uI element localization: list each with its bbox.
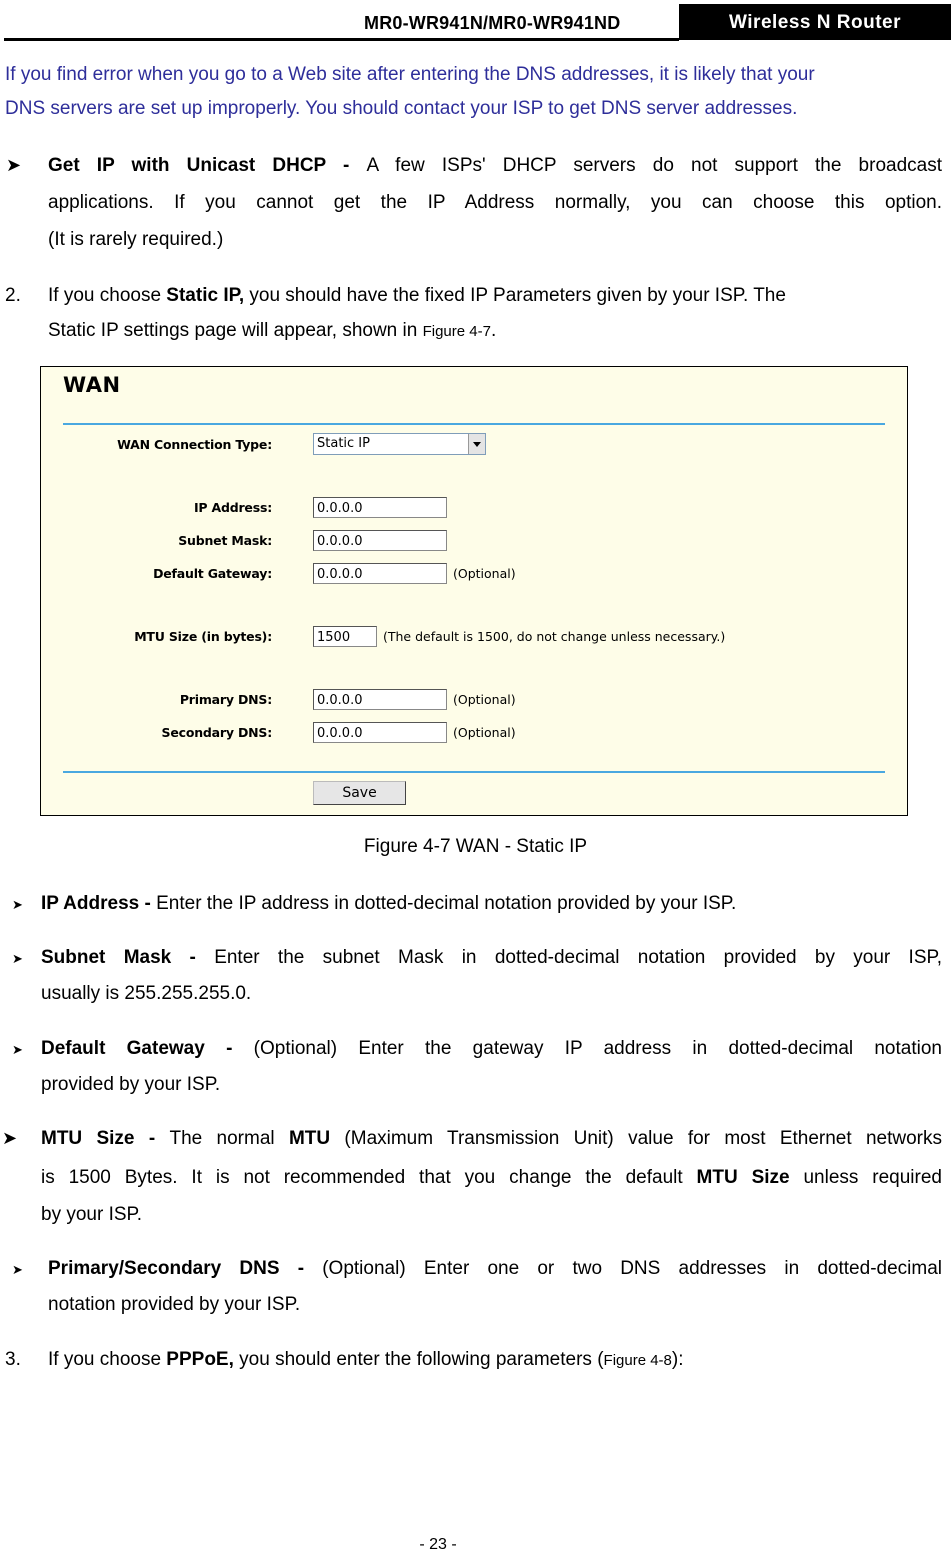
step3-suffix: you should enter the following parameters ( [233,1349,604,1370]
mtu-size-input[interactable]: 1500 [313,626,377,647]
chevron-down-icon[interactable] [468,434,485,454]
save-button[interactable]: Save [313,781,406,805]
arrow-bullet-icon: ➤ [2,1128,18,1148]
ip-address-text: Enter the IP address in dotted-decimal notation provided by your ISP. [156,893,737,914]
connection-type-label: WAN Connection Type: [117,437,272,452]
default-gateway-bullet-line-1 [41,1030,942,1067]
step3-number: 3. [5,1349,21,1370]
unicast-term: Get IP with Unicast DHCP - [48,155,367,176]
page-number: - 23 - [419,1536,457,1553]
primary-dns-optional-note: (Optional) [453,692,516,707]
dns-bullet-line-2: notation provided by your ISP. [48,1294,301,1315]
header-rule [4,38,679,41]
subnet-mask-input[interactable]: 0.0.0.0 [313,530,447,551]
step2-suffix: you should have the fixed IP Parameters given by your ISP. The [244,285,786,306]
mtu-bullet-line-1 [41,1120,942,1157]
dns-bullet-line-1 [48,1250,942,1287]
arrow-bullet-icon: ➤ [12,897,23,912]
unicast-line-1 [48,147,942,184]
mtu-text-2: MTU [288,1128,331,1149]
gateway-optional-note: (Optional) [453,566,516,581]
intro-line-2: DNS servers are set up improperly. You should contact your ISP to get DNS server addresses. [5,98,798,119]
arrow-bullet-icon: ➤ [6,155,22,175]
step2-line2-prefix: Static IP settings page will appear, shown in [48,320,423,341]
mtu-size-label: MTU Size (in bytes): [134,629,272,644]
default-gateway-input[interactable]: 0.0.0.0 [313,563,447,584]
ip-address-input[interactable]: 0.0.0.0 [313,497,447,518]
figure-ref-link[interactable]: Figure 4-8 [603,1352,672,1369]
mtu-text-3: (Maximum Transmission Unit) value for most Ethernet networks [330,1128,942,1149]
mtu-text-1: The normal [169,1128,289,1149]
dns-term: Primary/Secondary DNS - [48,1258,323,1279]
unicast-line-3: (It is rarely required.) [48,229,224,250]
connection-type-value: Static IP [317,436,370,451]
product-badge: Wireless N Router [679,4,951,40]
intro-line-1: If you find error when you go to a Web site after entering the DNS addresses, it is likely that your [5,64,815,85]
step3-end: ): [671,1349,684,1370]
mtu-text-6: unless required [789,1167,942,1188]
ip-address-label: IP Address: [193,500,272,515]
figure-bottom-divider [63,771,885,773]
step2-number: 2. [5,285,21,306]
subnet-mask-bullet-line-2: usually is 255.255.255.0. [41,983,252,1004]
subnet-mask-text: Enter the subnet Mask in dotted-decimal notation provided by your ISP, [214,947,942,968]
step3-term: PPPoE, [166,1349,234,1370]
primary-dns-label: Primary DNS: [179,692,272,707]
default-gateway-bullet-line-2: provided by your ISP. [41,1074,221,1095]
mtu-text-5: MTU Size [696,1167,790,1188]
subnet-mask-bullet-line-1 [41,939,942,976]
figure-top-divider [63,423,885,425]
subnet-mask-label: Subnet Mask: [178,533,272,548]
step2-line2-end: . [490,320,497,341]
unicast-line-2: applications. If you cannot get the IP Address normally, you can choose this option. [48,192,942,213]
unicast-text: A few ISPs' DHCP servers do not support the broadcast [366,155,942,176]
mtu-note: (The default is 1500, do not change unless necessary.) [383,629,726,644]
arrow-bullet-icon: ➤ [12,1262,23,1277]
model-name: MR0-WR941N/MR0-WR941ND [364,13,621,33]
secondary-dns-label: Secondary DNS: [161,725,272,740]
secondary-dns-input[interactable]: 0.0.0.0 [313,722,447,743]
mtu-bullet-line-3: by your ISP. [41,1204,143,1225]
figure-title: WAN [63,373,121,397]
step2-prefix: If you choose [48,285,167,306]
figure-ref-link[interactable]: Figure 4-7 [422,323,491,340]
ip-address-term: IP Address - [41,893,157,914]
step2-line-2 [48,312,496,350]
default-gateway-term: Default Gateway - [41,1038,254,1059]
page-header [0,0,951,44]
secondary-dns-optional-note: (Optional) [453,725,516,740]
primary-dns-input[interactable]: 0.0.0.0 [313,689,447,710]
step2-term: Static IP, [166,285,245,306]
default-gateway-text: (Optional) Enter the gateway IP address in dotted-decimal notation [253,1038,942,1059]
step3-prefix: If you choose [48,1349,167,1370]
wan-settings-figure [40,366,908,816]
default-gateway-label: Default Gateway: [153,566,272,581]
arrow-bullet-icon: ➤ [12,1042,23,1057]
dns-text: (Optional) Enter one or two DNS addresses in dotted-decimal [322,1258,942,1279]
mtu-bullet-line-2 [41,1159,942,1196]
connection-type-select[interactable] [313,433,486,455]
step3-line [48,1341,684,1379]
figure-caption: Figure 4-7 WAN - Static IP [363,836,588,857]
subnet-mask-term: Subnet Mask - [41,947,215,968]
ip-address-bullet [41,885,736,922]
step2-line-1 [48,277,786,314]
arrow-bullet-icon: ➤ [12,951,23,966]
mtu-term: MTU Size - [41,1128,170,1149]
mtu-text-4: is 1500 Bytes. It is not recommended that you change the default [41,1167,697,1188]
